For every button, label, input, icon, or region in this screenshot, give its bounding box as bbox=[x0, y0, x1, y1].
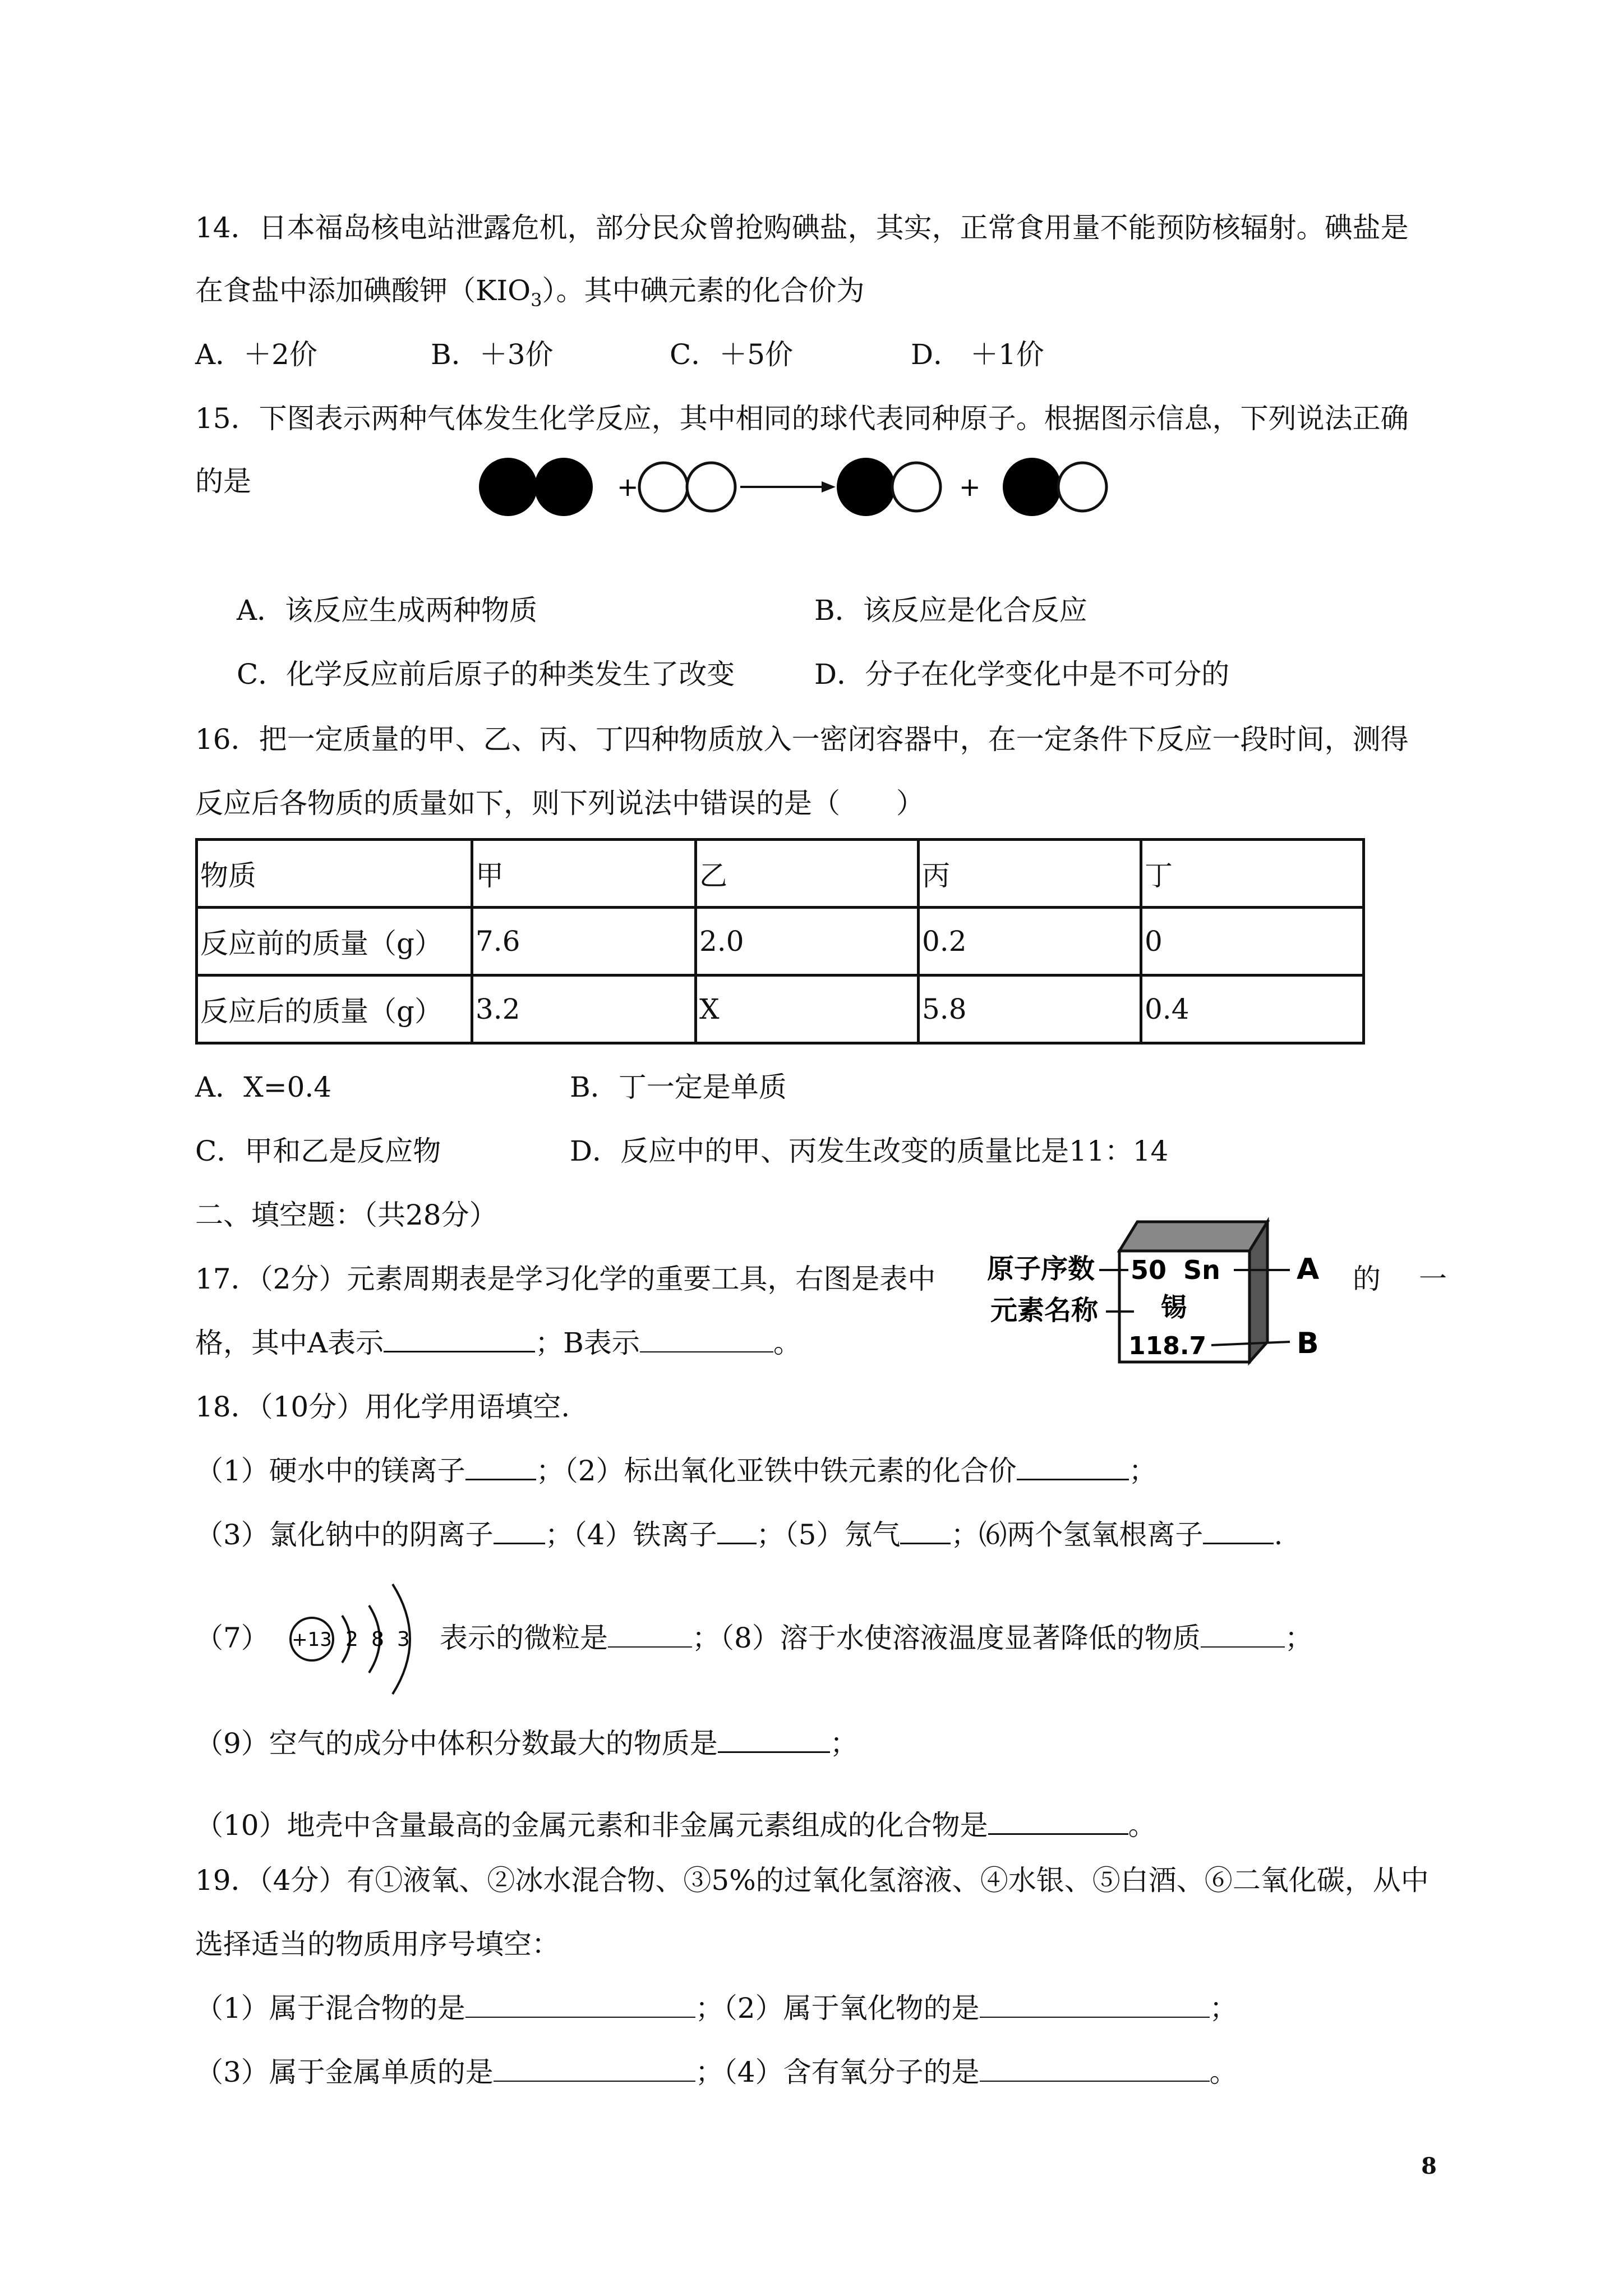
q19-item2: ；（2）属于氧化物的是 bbox=[695, 1992, 980, 2024]
q15-stem-line2: 的是 bbox=[195, 465, 251, 498]
q16-option-d: D．反应中的甲、丙发生改变的质量比是11：14 bbox=[570, 1135, 1169, 1167]
q17-stem-line1: 17．（2分）元素周期表是学习化学的重要工具，右图是表中 bbox=[195, 1263, 936, 1295]
shell-electron-count: 3 bbox=[397, 1628, 410, 1651]
black-atom bbox=[837, 458, 895, 516]
q19-stem-line2: 选择适当的物质用序号填空： bbox=[195, 1928, 560, 1961]
q17-text-b: ；B表示 bbox=[535, 1327, 640, 1359]
q18-sep: ； bbox=[829, 1727, 858, 1760]
table-cell: 0.2 bbox=[919, 908, 1141, 976]
q17-stem-line2 bbox=[195, 1325, 801, 1361]
answer-blank[interactable] bbox=[980, 2055, 1210, 2082]
q18-sep: 。 bbox=[1128, 1809, 1156, 1842]
q16-stem-line1: 16．把一定质量的甲、乙、丙、丁四种物质放入一密闭容器中，在一定条件下反应一段时间，测得 bbox=[195, 723, 1409, 756]
q17-stem-tail-b: 一 bbox=[1419, 1263, 1447, 1295]
answer-blank[interactable] bbox=[494, 1517, 545, 1544]
q18-stem: 18．（10分）用化学用语填空. bbox=[195, 1391, 570, 1423]
table-cell: 反应后的质量（g） bbox=[197, 976, 472, 1043]
answer-blank[interactable] bbox=[980, 1991, 1210, 2018]
q16-option-c: C．甲和乙是反应物 bbox=[195, 1135, 441, 1167]
table-cell: 丙 bbox=[919, 840, 1141, 908]
shell-electron-count: 2 bbox=[345, 1628, 358, 1651]
periodic-cell-diagram bbox=[987, 1212, 1335, 1369]
table-cell: 2.0 bbox=[696, 908, 919, 976]
q16-stem-line2: 反应后各物质的质量如下，则下列说法中错误的是（ ） bbox=[195, 787, 924, 820]
answer-blank[interactable] bbox=[494, 2055, 695, 2082]
table-row bbox=[197, 976, 1364, 1043]
q18-item5: ；（5）氖气 bbox=[756, 1519, 901, 1551]
nucleus-charge: +13 bbox=[292, 1628, 332, 1651]
table-cell: 0.4 bbox=[1141, 976, 1364, 1043]
table-cell: 反应前的质量（g） bbox=[197, 908, 472, 976]
table-cell: X bbox=[696, 976, 919, 1043]
q14-stem-line1: 14．日本福岛核电站泄露危机，部分民众曾抢购碘盐，其实，正常食用量不能预防核辐射。碘盐是 bbox=[195, 211, 1409, 244]
arrow-head-icon bbox=[822, 481, 836, 493]
white-atom bbox=[1058, 463, 1106, 511]
q15-option-d: D．分子在化学变化中是不可分的 bbox=[814, 658, 1230, 691]
q16-option-b: B．丁一定是单质 bbox=[570, 1071, 787, 1103]
q16-option-a: A．X=0.4 bbox=[195, 1071, 332, 1103]
pointer-label-a: A bbox=[1297, 1253, 1320, 1286]
table-cell: 丁 bbox=[1141, 840, 1364, 908]
q14-option-d: D． ＋1价 bbox=[911, 338, 1044, 371]
q14-option-b: B．＋3价 bbox=[431, 338, 554, 371]
q18-item3: （3）氯化钠中的阴离子 bbox=[195, 1519, 494, 1551]
reaction-diagram bbox=[477, 449, 1122, 527]
answer-blank[interactable] bbox=[900, 1517, 951, 1544]
q18-line5 bbox=[195, 1726, 858, 1761]
answer-blank[interactable] bbox=[465, 1991, 695, 2018]
q19-line3 bbox=[195, 1990, 1238, 2026]
answer-blank[interactable] bbox=[640, 1326, 773, 1352]
q18-item4: ；（4）铁离子 bbox=[545, 1519, 717, 1551]
black-atom bbox=[479, 458, 537, 516]
white-atom bbox=[892, 463, 940, 511]
shell-electron-count: 8 bbox=[371, 1628, 384, 1651]
atomic-structure-diagram bbox=[280, 1576, 426, 1705]
q19-sep: ； bbox=[1209, 1992, 1238, 2024]
white-atom bbox=[639, 463, 688, 511]
answer-blank[interactable] bbox=[608, 1621, 692, 1648]
q14-option-a: A．＋2价 bbox=[195, 338, 317, 371]
q18-sep: . bbox=[1274, 1519, 1283, 1551]
q18-item6: ；⑹两个氢氧根离子 bbox=[951, 1519, 1204, 1551]
plus-sign: + bbox=[959, 472, 981, 502]
table-cell: 7.6 bbox=[472, 908, 696, 976]
q18-item7-label: （7） bbox=[195, 1622, 269, 1654]
q14-stem-tail: ）。其中碘元素的化合价为 bbox=[542, 274, 865, 307]
cell-symbol: Sn bbox=[1183, 1255, 1220, 1285]
q19-item1: （1）属于混合物的是 bbox=[195, 1992, 465, 2024]
answer-blank[interactable] bbox=[988, 1807, 1128, 1835]
answer-blank[interactable] bbox=[465, 1453, 536, 1480]
q18-item2: ；（2）标出氧化亚铁中铁元素的化合价 bbox=[536, 1455, 1017, 1487]
table-row bbox=[197, 908, 1364, 976]
q18-line6 bbox=[195, 1807, 1156, 1843]
white-atom bbox=[687, 463, 735, 511]
q15-option-a: A．该反应生成两种物质 bbox=[237, 594, 538, 627]
answer-blank[interactable] bbox=[718, 1726, 830, 1753]
q18-item9: （9）空气的成分中体积分数最大的物质是 bbox=[195, 1727, 718, 1760]
table-cell: 0 bbox=[1141, 908, 1364, 976]
table-cell: 乙 bbox=[696, 840, 919, 908]
q17-text-a: 格，其中A表示 bbox=[195, 1327, 384, 1359]
q19-stem-line1: 19．（4分）有①液氧、②冰水混合物、③5%的过氧化氢溶液、④水银、⑤白酒、⑥二氧化碳，从中 bbox=[195, 1864, 1429, 1897]
q18-item7: 表示的微粒是 bbox=[440, 1622, 608, 1654]
label-element-name: 元素名称 bbox=[990, 1295, 1099, 1326]
q17-stem-tail-a: 的 bbox=[1353, 1263, 1381, 1295]
q19-item4: ；（4）含有氧分子的是 bbox=[695, 2056, 980, 2088]
q14-subscript: 3 bbox=[531, 289, 542, 311]
cell-top-face bbox=[1119, 1222, 1267, 1251]
answer-blank[interactable] bbox=[1201, 1621, 1285, 1648]
q19-item3: （3）属于金属单质的是 bbox=[195, 2056, 494, 2088]
black-atom bbox=[534, 458, 593, 516]
table-cell: 5.8 bbox=[919, 976, 1141, 1043]
cell-atomic-number: 50 bbox=[1131, 1255, 1167, 1285]
q18-sep: ； bbox=[1128, 1455, 1157, 1487]
q15-option-b: B．该反应是化合反应 bbox=[814, 594, 1087, 627]
q19-line4 bbox=[195, 2054, 1238, 2090]
answer-blank[interactable] bbox=[717, 1517, 757, 1544]
answer-blank[interactable] bbox=[1203, 1517, 1274, 1544]
table-row bbox=[197, 840, 1364, 908]
q18-line3 bbox=[195, 1517, 1283, 1553]
table-cell: 物质 bbox=[197, 840, 472, 908]
black-atom bbox=[1003, 458, 1061, 516]
q15-stem-line1: 15．下图表示两种气体发生化学反应，其中相同的球代表同种原子。根据图示信息，下列说法正确 bbox=[195, 402, 1409, 435]
q18-line2 bbox=[195, 1453, 1157, 1489]
q19-sep: 。 bbox=[1209, 2056, 1238, 2088]
q18-sep: ； bbox=[1284, 1622, 1313, 1654]
q15-option-c: C．化学反应前后原子的种类发生了改变 bbox=[237, 658, 735, 691]
q18-item8: ；（8）溶于水使溶液温度显著降低的物质 bbox=[692, 1622, 1201, 1654]
label-atomic-number: 原子序数 bbox=[987, 1253, 1095, 1285]
q14-option-c: C．＋5价 bbox=[670, 338, 794, 371]
section-heading: 二、填空题：（共28分） bbox=[195, 1199, 497, 1231]
page-number: 8 bbox=[1421, 2153, 1437, 2179]
q17-text-c: 。 bbox=[773, 1327, 801, 1359]
answer-blank[interactable] bbox=[1017, 1453, 1129, 1480]
q14-stem-line2 bbox=[195, 273, 864, 318]
cell-element-name: 锡 bbox=[1161, 1292, 1187, 1322]
table-cell: 甲 bbox=[472, 840, 696, 908]
mass-table bbox=[195, 838, 1365, 1045]
q18-item1: （1）硬水中的镁离子 bbox=[195, 1455, 465, 1487]
q14-stem-text: 在食盐中添加碘酸钾（KIO bbox=[195, 274, 531, 307]
q18-line4 bbox=[440, 1620, 1313, 1656]
pointer-label-b: B bbox=[1297, 1327, 1319, 1360]
table-cell: 3.2 bbox=[472, 976, 696, 1043]
plus-sign: + bbox=[617, 472, 639, 502]
cell-atomic-mass: 118.7 bbox=[1128, 1332, 1207, 1360]
answer-blank[interactable] bbox=[384, 1325, 535, 1352]
q18-item10: （10）地壳中含量最高的金属元素和非金属元素组成的化合物是 bbox=[195, 1809, 988, 1842]
